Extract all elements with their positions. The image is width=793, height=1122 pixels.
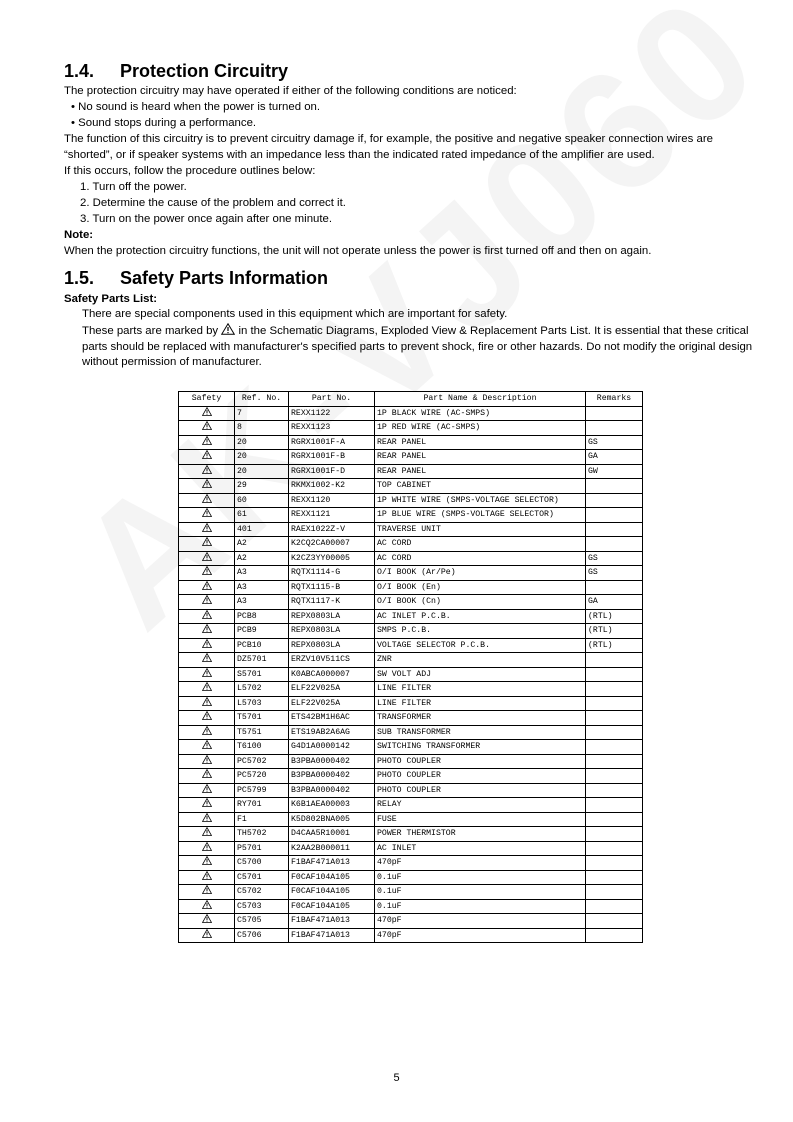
header-part-no: Part No.	[289, 392, 375, 407]
remarks-cell	[586, 827, 643, 842]
safety-mark-cell	[179, 638, 235, 653]
part-no-cell: B3PBA0000402	[289, 769, 375, 784]
part-name-cell: LINE FILTER	[375, 696, 586, 711]
table-row	[179, 914, 643, 929]
remarks-cell	[586, 725, 643, 740]
part-name-cell: PHOTO COUPLER	[375, 754, 586, 769]
ref-no-cell: L5703	[235, 696, 289, 711]
part-name-cell: REAR PANEL	[375, 450, 586, 465]
table-row	[179, 841, 643, 856]
table-row	[179, 609, 643, 624]
warning-triangle-icon	[202, 624, 212, 633]
bullet-no-sound: • No sound is heard when the power is turned on.	[71, 101, 321, 113]
part-no-cell: K2CQ2CA00007	[289, 537, 375, 552]
part-name-cell: REAR PANEL	[375, 464, 586, 479]
safety-mark-cell	[179, 914, 235, 929]
safety-mark-cell	[179, 493, 235, 508]
safety-mark-cell	[179, 508, 235, 523]
warning-triangle-icon	[202, 929, 212, 938]
part-no-cell: RGRX1001F-A	[289, 435, 375, 450]
table-row	[179, 667, 643, 682]
safety-mark-cell	[179, 450, 235, 465]
part-name-cell: VOLTAGE SELECTOR P.C.B.	[375, 638, 586, 653]
safety-mark-cell	[179, 856, 235, 871]
part-name-cell: SW VOLT ADJ	[375, 667, 586, 682]
table-row	[179, 754, 643, 769]
remarks-cell	[586, 537, 643, 552]
safety-mark-cell	[179, 479, 235, 494]
section-number: 1.5.	[64, 268, 95, 288]
part-name-cell: 470pF	[375, 914, 586, 929]
warning-triangle-icon	[202, 595, 212, 604]
remarks-cell	[586, 580, 643, 595]
part-no-cell: REPX0803LA	[289, 609, 375, 624]
warning-triangle-icon	[202, 436, 212, 445]
table-row	[179, 450, 643, 465]
ref-no-cell: T6100	[235, 740, 289, 755]
remarks-cell: GS	[586, 551, 643, 566]
warning-triangle-icon	[202, 697, 212, 706]
ref-no-cell: A2	[235, 537, 289, 552]
warning-triangle-icon	[202, 914, 212, 923]
table-row	[179, 479, 643, 494]
safety-mark-cell	[179, 928, 235, 943]
safety-mark-cell	[179, 522, 235, 537]
part-no-cell: B3PBA0000402	[289, 754, 375, 769]
part-no-cell: RGRX1001F-B	[289, 450, 375, 465]
warning-triangle-icon	[202, 566, 212, 575]
remarks-cell: (RTL)	[586, 638, 643, 653]
safety-mark-cell	[179, 725, 235, 740]
safety-mark-cell	[179, 595, 235, 610]
table-row	[179, 421, 643, 436]
part-name-cell: 470pF	[375, 928, 586, 943]
table-row	[179, 725, 643, 740]
part-name-cell: SWITCHING TRANSFORMER	[375, 740, 586, 755]
ref-no-cell: C5703	[235, 899, 289, 914]
safety-mark-cell	[179, 609, 235, 624]
part-name-cell: SMPS P.C.B.	[375, 624, 586, 639]
ref-no-cell: A3	[235, 580, 289, 595]
part-name-cell: TOP CABINET	[375, 479, 586, 494]
ref-no-cell: S5701	[235, 667, 289, 682]
header-ref-no: Ref. No.	[235, 392, 289, 407]
part-no-cell: G4D1A0000142	[289, 740, 375, 755]
part-no-cell: F0CAF104A105	[289, 899, 375, 914]
part-no-cell: ETS42BM1H6AC	[289, 711, 375, 726]
warning-triangle-icon	[202, 813, 212, 822]
safety-mark-cell	[179, 899, 235, 914]
safety-para-1: There are special components used in this equipment which are important for safety.	[82, 308, 508, 320]
warning-triangle-icon	[202, 871, 212, 880]
part-no-cell: D4CAA5R10001	[289, 827, 375, 842]
ref-no-cell: 20	[235, 464, 289, 479]
ref-no-cell: 20	[235, 450, 289, 465]
ref-no-cell: C5700	[235, 856, 289, 871]
part-no-cell: RAEX1022Z-V	[289, 522, 375, 537]
part-name-cell: 0.1uF	[375, 870, 586, 885]
table-row	[179, 798, 643, 813]
safety-mark-cell	[179, 537, 235, 552]
part-no-cell: REPX0803LA	[289, 638, 375, 653]
part-name-cell: ZNR	[375, 653, 586, 668]
ref-no-cell: DZ5701	[235, 653, 289, 668]
warning-triangle-icon	[202, 653, 212, 662]
ref-no-cell: T5751	[235, 725, 289, 740]
warning-triangle-icon	[202, 537, 212, 546]
remarks-cell: (RTL)	[586, 624, 643, 639]
safety-mark-cell	[179, 754, 235, 769]
part-no-cell: REXX1120	[289, 493, 375, 508]
warning-triangle-icon	[202, 755, 212, 764]
safety-para-2	[82, 323, 758, 371]
part-name-cell: 0.1uF	[375, 899, 586, 914]
part-name-cell: FUSE	[375, 812, 586, 827]
ref-no-cell: T5701	[235, 711, 289, 726]
remarks-cell	[586, 754, 643, 769]
ref-no-cell: 401	[235, 522, 289, 537]
ref-no-cell: PCB8	[235, 609, 289, 624]
header-part-name: Part Name & Description	[375, 392, 586, 407]
table-row	[179, 566, 643, 581]
part-no-cell: ETS19AB2A6AG	[289, 725, 375, 740]
part-name-cell: RELAY	[375, 798, 586, 813]
table-row	[179, 740, 643, 755]
warning-triangle-icon	[202, 407, 212, 416]
safety-mark-cell	[179, 464, 235, 479]
part-no-cell: RGRX1001F-D	[289, 464, 375, 479]
warning-triangle-icon	[202, 711, 212, 720]
safety-mark-cell	[179, 885, 235, 900]
safety-para-2-start: These parts are marked by	[82, 325, 219, 337]
remarks-cell	[586, 783, 643, 798]
table-row	[179, 493, 643, 508]
remarks-cell	[586, 928, 643, 943]
ref-no-cell: A2	[235, 551, 289, 566]
table-row	[179, 580, 643, 595]
part-no-cell: F0CAF104A105	[289, 885, 375, 900]
safety-mark-cell	[179, 798, 235, 813]
ref-no-cell: RY701	[235, 798, 289, 813]
part-no-cell: K2CZ3YY00005	[289, 551, 375, 566]
table-row	[179, 899, 643, 914]
note-label: Note:	[64, 229, 94, 241]
part-name-cell: POWER THERMISTOR	[375, 827, 586, 842]
procedure-intro: If this occurs, follow the procedure outlines below:	[64, 165, 316, 177]
table-row	[179, 682, 643, 697]
table-body	[179, 406, 643, 943]
ref-no-cell: C5702	[235, 885, 289, 900]
part-no-cell: B3PBA0000402	[289, 783, 375, 798]
ref-no-cell: 29	[235, 479, 289, 494]
part-name-cell: AC INLET P.C.B.	[375, 609, 586, 624]
safety-mark-cell	[179, 435, 235, 450]
remarks-cell	[586, 885, 643, 900]
safety-mark-cell	[179, 827, 235, 842]
ref-no-cell: 60	[235, 493, 289, 508]
warning-triangle-icon	[202, 465, 212, 474]
safety-mark-cell	[179, 421, 235, 436]
part-name-cell: O/I BOOK (En)	[375, 580, 586, 595]
safety-mark-cell	[179, 841, 235, 856]
warning-triangle-icon	[202, 740, 212, 749]
warning-triangle-icon	[202, 668, 212, 677]
remarks-cell	[586, 682, 643, 697]
part-name-cell: 1P BLUE WIRE (SMPS-VOLTAGE SELECTOR)	[375, 508, 586, 523]
safety-mark-cell	[179, 667, 235, 682]
ref-no-cell: C5705	[235, 914, 289, 929]
part-no-cell: ELF22V025A	[289, 682, 375, 697]
part-name-cell: 0.1uF	[375, 885, 586, 900]
safety-para-2-end: in the Schematic Diagrams, Exploded View & Replacement Parts List. It is essential that these critical parts should be replaced with manufacturer's specified parts to prevent shock, fire or other hazards. Do not modify the original design without permission of manufacturer.	[82, 325, 753, 368]
ref-no-cell: 8	[235, 421, 289, 436]
warning-triangle-icon	[202, 508, 212, 517]
part-no-cell: F1BAF471A013	[289, 856, 375, 871]
warning-triangle-icon	[202, 479, 212, 488]
table-row	[179, 537, 643, 552]
warning-triangle-icon	[202, 784, 212, 793]
part-name-cell: AC INLET	[375, 841, 586, 856]
safety-mark-cell	[179, 696, 235, 711]
remarks-cell	[586, 899, 643, 914]
ref-no-cell: C5706	[235, 928, 289, 943]
table-row	[179, 435, 643, 450]
part-no-cell: REPX0803LA	[289, 624, 375, 639]
ref-no-cell: 7	[235, 406, 289, 421]
ref-no-cell: PCB10	[235, 638, 289, 653]
part-no-cell: RQTX1117-K	[289, 595, 375, 610]
warning-triangle-icon	[202, 494, 212, 503]
remarks-cell	[586, 508, 643, 523]
warning-triangle-icon	[202, 856, 212, 865]
remarks-cell	[586, 769, 643, 784]
part-no-cell: F1BAF471A013	[289, 928, 375, 943]
table-row	[179, 508, 643, 523]
part-name-cell: O/I BOOK (Cn)	[375, 595, 586, 610]
ref-no-cell: 61	[235, 508, 289, 523]
safety-mark-cell	[179, 740, 235, 755]
part-no-cell: REXX1123	[289, 421, 375, 436]
remarks-cell	[586, 914, 643, 929]
protection-intro: The protection circuitry may have operated if either of the following conditions are noticed:	[64, 85, 517, 97]
safety-mark-cell	[179, 406, 235, 421]
ref-no-cell: PCB9	[235, 624, 289, 639]
remarks-cell: GS	[586, 435, 643, 450]
ref-no-cell: PC5799	[235, 783, 289, 798]
table-row	[179, 928, 643, 943]
part-name-cell: 1P BLACK WIRE (AC-SMPS)	[375, 406, 586, 421]
part-no-cell: REXX1121	[289, 508, 375, 523]
remarks-cell	[586, 798, 643, 813]
part-no-cell: RQTX1115-B	[289, 580, 375, 595]
warning-triangle-icon	[202, 450, 212, 459]
warning-triangle-icon	[202, 552, 212, 561]
safety-parts-list-label: Safety Parts List:	[64, 293, 158, 305]
safety-mark-cell	[179, 551, 235, 566]
part-name-cell: LINE FILTER	[375, 682, 586, 697]
part-name-cell: AC CORD	[375, 551, 586, 566]
table-header-row	[179, 392, 643, 407]
part-no-cell: K0ABCA000007	[289, 667, 375, 682]
bullet-sound-stops: • Sound stops during a performance.	[71, 117, 257, 129]
warning-triangle-icon	[202, 421, 212, 430]
part-no-cell: RQTX1114-G	[289, 566, 375, 581]
remarks-cell: (RTL)	[586, 609, 643, 624]
remarks-cell	[586, 812, 643, 827]
remarks-cell	[586, 870, 643, 885]
function-line-2: “shorted”, or if speaker systems with an impedance less than the indicated rated impedance of the amplifier are used.	[64, 149, 655, 161]
safety-mark-cell	[179, 653, 235, 668]
section-number: 1.4.	[64, 61, 95, 81]
table-row	[179, 885, 643, 900]
part-no-cell: ERZV10V511CS	[289, 653, 375, 668]
warning-triangle-icon	[202, 523, 212, 532]
warning-triangle-icon	[202, 726, 212, 735]
safety-mark-cell	[179, 624, 235, 639]
remarks-cell: GA	[586, 595, 643, 610]
part-name-cell: REAR PANEL	[375, 435, 586, 450]
part-name-cell: TRAVERSE UNIT	[375, 522, 586, 537]
table-row	[179, 406, 643, 421]
page-number: 5	[393, 1072, 400, 1084]
remarks-cell	[586, 479, 643, 494]
warning-triangle-icon	[202, 827, 212, 836]
warning-triangle-icon	[202, 639, 212, 648]
table-row	[179, 696, 643, 711]
part-name-cell: 1P RED WIRE (AC-SMPS)	[375, 421, 586, 436]
table-row	[179, 812, 643, 827]
warning-triangle-icon	[202, 769, 212, 778]
part-no-cell: K2AA2B000011	[289, 841, 375, 856]
table-row	[179, 551, 643, 566]
part-no-cell: F0CAF104A105	[289, 870, 375, 885]
part-name-cell: PHOTO COUPLER	[375, 769, 586, 784]
section-title: Protection Circuitry	[120, 61, 289, 81]
table-row	[179, 595, 643, 610]
header-safety: Safety	[179, 392, 235, 407]
warning-triangle-icon	[202, 900, 212, 909]
part-no-cell: REXX1122	[289, 406, 375, 421]
step-1: 1. Turn off the power.	[80, 181, 187, 193]
remarks-cell	[586, 856, 643, 871]
function-line-1: The function of this circuitry is to prevent circuitry damage if, for example, the positive and negative speaker connection wires are	[64, 133, 713, 145]
part-no-cell: K6B1AEA00003	[289, 798, 375, 813]
remarks-cell	[586, 841, 643, 856]
part-name-cell: 1P WHITE WIRE (SMPS-VOLTAGE SELECTOR)	[375, 493, 586, 508]
section-1-4-heading	[64, 60, 288, 82]
ref-no-cell: F1	[235, 812, 289, 827]
part-no-cell: K5D802BNA005	[289, 812, 375, 827]
remarks-cell	[586, 406, 643, 421]
warning-triangle-icon	[202, 842, 212, 851]
part-name-cell: O/I BOOK (Ar/Pe)	[375, 566, 586, 581]
ref-no-cell: A3	[235, 566, 289, 581]
safety-mark-cell	[179, 711, 235, 726]
section-1-5-heading	[64, 267, 328, 289]
remarks-cell	[586, 740, 643, 755]
table-row	[179, 624, 643, 639]
safety-mark-cell	[179, 566, 235, 581]
ref-no-cell: PC5720	[235, 769, 289, 784]
table-row	[179, 783, 643, 798]
safety-mark-cell	[179, 870, 235, 885]
ref-no-cell: PC5702	[235, 754, 289, 769]
table-row	[179, 856, 643, 871]
warning-triangle-icon	[202, 682, 212, 691]
warning-triangle-icon	[202, 798, 212, 807]
part-name-cell: PHOTO COUPLER	[375, 783, 586, 798]
safety-mark-cell	[179, 682, 235, 697]
ref-no-cell: P5701	[235, 841, 289, 856]
step-3: 3. Turn on the power once again after one minute.	[80, 213, 333, 225]
remarks-cell	[586, 711, 643, 726]
part-no-cell: RKMX1002-K2	[289, 479, 375, 494]
table-row	[179, 769, 643, 784]
part-name-cell: AC CORD	[375, 537, 586, 552]
safety-mark-cell	[179, 812, 235, 827]
step-2: 2. Determine the cause of the problem and correct it.	[80, 197, 346, 209]
table-row	[179, 653, 643, 668]
warning-triangle-icon	[221, 323, 235, 335]
remarks-cell	[586, 667, 643, 682]
part-name-cell: 470pF	[375, 856, 586, 871]
ref-no-cell: C5701	[235, 870, 289, 885]
ref-no-cell: A3	[235, 595, 289, 610]
safety-mark-cell	[179, 580, 235, 595]
remarks-cell	[586, 421, 643, 436]
warning-triangle-icon	[202, 581, 212, 590]
warning-triangle-icon	[202, 610, 212, 619]
remarks-cell	[586, 522, 643, 537]
part-name-cell: TRANSFORMER	[375, 711, 586, 726]
table-row	[179, 870, 643, 885]
table-row	[179, 522, 643, 537]
remarks-cell: GW	[586, 464, 643, 479]
safety-mark-cell	[179, 783, 235, 798]
header-remarks: Remarks	[586, 392, 643, 407]
part-name-cell: SUB TRANSFORMER	[375, 725, 586, 740]
ref-no-cell: 20	[235, 435, 289, 450]
section-title: Safety Parts Information	[120, 268, 329, 288]
remarks-cell: GS	[586, 566, 643, 581]
table-row	[179, 827, 643, 842]
remarks-cell	[586, 493, 643, 508]
table-row	[179, 638, 643, 653]
safety-parts-table	[178, 391, 643, 943]
note-text: When the protection circuitry functions, the unit will not operate unless the power is first turned off and then on again.	[64, 245, 652, 257]
ref-no-cell: L5702	[235, 682, 289, 697]
remarks-cell	[586, 653, 643, 668]
remarks-cell: GA	[586, 450, 643, 465]
part-no-cell: F1BAF471A013	[289, 914, 375, 929]
part-no-cell: ELF22V025A	[289, 696, 375, 711]
safety-mark-cell	[179, 769, 235, 784]
table-row	[179, 711, 643, 726]
remarks-cell	[586, 696, 643, 711]
ref-no-cell: TH5702	[235, 827, 289, 842]
table-row	[179, 464, 643, 479]
warning-triangle-icon	[202, 885, 212, 894]
